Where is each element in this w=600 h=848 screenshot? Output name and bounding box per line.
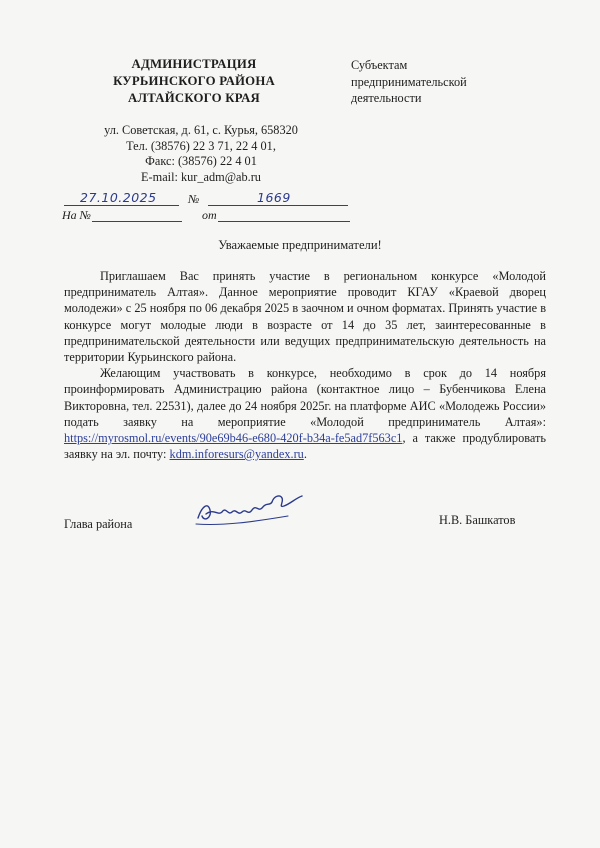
org-name-line-3: АЛТАЙСКОГО КРАЯ — [128, 91, 260, 105]
date-underline — [64, 205, 179, 206]
contact-block — [70, 123, 332, 185]
outgoing-number: 1669 — [257, 190, 291, 205]
paragraph-1: Приглашаем Вас принять участие в региональном конкурсе «Молодой предприниматель Алтая». Данное мероприятие проводит КГАУ «Краевой дворец молодежи» с 25 ноября по 06 декабря 2025 в заочном и очном форматах. Принять участие в конкурсе могут молодые люди в возрасте от 14 до 35 лет, заинтересованные в предпринимательской деятельности или ведущих предпринимательскую деятельность на территории Курьинского района. — [64, 269, 546, 365]
number-label: № — [188, 192, 200, 206]
recipient-line-2: предпринимательской — [351, 74, 467, 89]
recipient-line-3: деятельности — [351, 91, 422, 105]
phone-numbers: Тел. (38576) 22 3 71, 22 4 01, — [126, 138, 276, 153]
paragraph-2 — [64, 365, 546, 462]
email-address: E-mail: kur_adm@ab.ru — [141, 169, 261, 184]
recipient-block — [351, 57, 467, 107]
organization-header — [78, 56, 310, 107]
handwritten-signature — [192, 488, 310, 534]
letter-body — [64, 268, 546, 462]
fax-number: Факс: (38576) 22 4 01 — [145, 154, 257, 169]
email-link[interactable]: kdm.inforesurs@yandex.ru — [169, 447, 304, 462]
signer-position: Глава района — [64, 517, 133, 531]
paragraph-2-middle: , а также продублировать заявку на эл. почту: — [64, 431, 546, 462]
org-name-line-1: АДМИНИСТРАЦИЯ — [131, 57, 257, 71]
paragraph-2-text: Желающим участвовать в конкурсе, необходимо в срок до 14 ноября проинформировать Администрацию района (контактное лицо – Бубенчикова Елена Викторовна, тел. 22531), далее до 24 ноября 2025г. на платформе АИС «Молодежь России» подать заявку на мероприятие «Молодой предприниматель Алтая»: — [64, 366, 546, 429]
reply-number-underline — [92, 221, 182, 222]
reply-date-label: от — [202, 208, 217, 222]
postal-address: ул. Советская, д. 61, с. Курья, 658320 — [104, 123, 298, 137]
recipient-line-1: Субъектам — [351, 58, 408, 72]
number-underline — [208, 205, 348, 206]
greeting: Уважаемые предприниматели! — [218, 238, 382, 252]
reply-date-underline — [218, 221, 350, 222]
reply-number-label: На № — [62, 208, 91, 222]
signer-name: Н.В. Башкатов — [439, 513, 516, 527]
paragraph-2-end: . — [303, 447, 307, 462]
outgoing-date: 27.10.2025 — [80, 190, 157, 205]
event-link[interactable]: https://myrosmol.ru/events/90e69b46-e680-420f-b34a-fe5ad7f563c1 — [64, 431, 403, 446]
org-name-line-2: КУРЬИНСКОГО РАЙОНА — [113, 74, 275, 88]
